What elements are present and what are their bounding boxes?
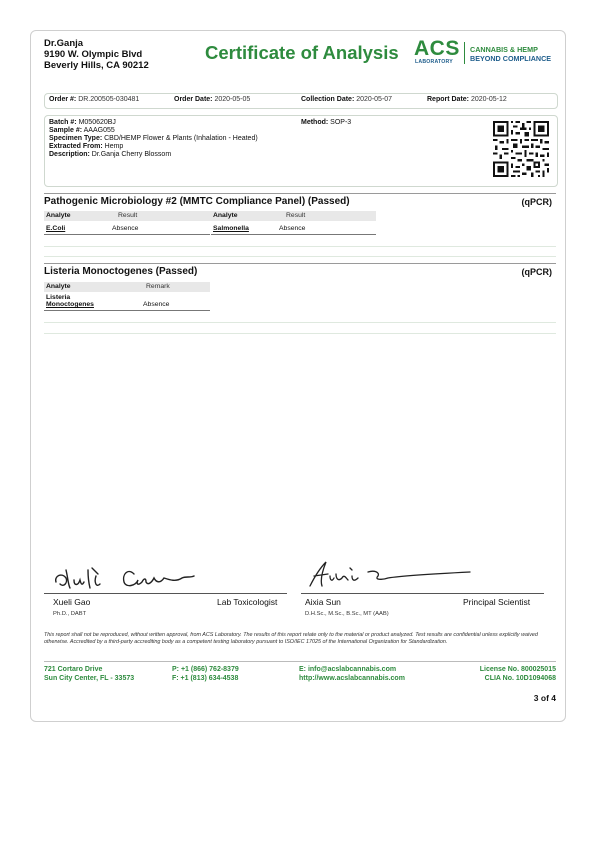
analyte-listeria-line2: Monoctogenes: [46, 301, 94, 308]
logo-tagline-1: CANNABIS & HEMP: [470, 45, 538, 54]
section-divider: [44, 193, 556, 194]
order-date: Order Date: 2020-05-05: [174, 96, 251, 103]
signature-line-right: [301, 593, 544, 594]
row-underline-2: [211, 234, 376, 235]
microbiology-method: (qPCR): [521, 197, 552, 207]
analyte-listeria-line1: Listeria: [46, 294, 71, 301]
signer-left-name: Xueli Gao: [53, 597, 91, 607]
extracted-from: Extracted From: Hemp: [49, 143, 124, 150]
footer-email[interactable]: E: info@acslabcannabis.com: [299, 666, 397, 673]
result-ecoli: Absence: [112, 225, 139, 232]
collection-date: Collection Date: 2020-05-07: [301, 96, 393, 103]
signer-left-title: Lab Toxicologist: [217, 597, 278, 607]
client-address-line1: 9190 W. Olympic Blvd: [44, 49, 143, 60]
logo-divider: [464, 42, 465, 64]
section-rule: [44, 256, 556, 257]
logo-tagline-2: BEYOND COMPLIANCE: [470, 54, 552, 63]
analyte-salmonella: Salmonella: [213, 225, 249, 232]
signer-left-credentials: Ph.D., DABT: [53, 611, 87, 617]
result-listeria: Absence: [143, 301, 170, 308]
listeria-method: (qPCR): [521, 267, 552, 277]
section-rule: [44, 246, 556, 247]
footer-license: [480, 665, 556, 683]
client-address-block: [44, 38, 149, 71]
signature-aixia-sun: [300, 556, 480, 592]
row-underline-1: [44, 234, 210, 235]
result-salmonella: Absence: [279, 225, 306, 232]
signer-right-name: Aixia Sun: [305, 597, 341, 607]
sample-number: Sample #: AAAG055: [49, 127, 115, 134]
col-remark: Remark: [146, 283, 170, 290]
description: Description: Dr.Ganja Cherry Blossom: [49, 151, 172, 158]
signature-xueli-gao: [52, 560, 212, 594]
order-number: Order #: DR.200505-030481: [49, 96, 140, 103]
footer-address-line2: Sun City Center, FL - 33573: [44, 675, 135, 682]
method: Method: SOP-3: [301, 119, 352, 126]
client-address-line2: Beverly Hills, CA 90212: [44, 60, 149, 71]
signer-right-title: Principal Scientist: [463, 597, 531, 607]
footer-phone-number: P: +1 (866) 762-8379: [172, 666, 239, 673]
signer-right-credentials: D.H.Sc., M.Sc., B.Sc., MT (AAB): [305, 611, 389, 617]
section-rule: [44, 333, 556, 334]
col-analyte: Analyte: [46, 283, 71, 290]
listeria-table-header: [44, 282, 210, 292]
col-result-2: Result: [286, 212, 306, 219]
footer-phone: [172, 665, 239, 683]
page-number: 3 of 4: [533, 693, 556, 703]
signature-line-left: [44, 593, 287, 594]
logo-acs-text: ACS: [414, 37, 460, 60]
footer-divider: [44, 661, 556, 662]
analyte-ecoli: E.Coli: [46, 225, 66, 232]
footer-address: [44, 665, 134, 683]
client-name: Dr.Ganja: [44, 38, 84, 49]
section-divider: [44, 263, 556, 264]
listeria-section-title: Listeria Monoctogenes (Passed): [44, 266, 198, 277]
document-title: Certificate of Analysis: [205, 42, 399, 63]
footer-fax-number: F: +1 (813) 634-4538: [172, 675, 239, 682]
footer-website[interactable]: http://www.acslabcannabis.com: [299, 675, 405, 682]
specimen-type: Specimen Type: CBD/HEMP Flower & Plants (Inhalation - Heated): [49, 135, 258, 142]
footer-contact: [299, 665, 405, 683]
footer-license-number: License No. 800025015: [479, 666, 556, 673]
col-result-1: Result: [118, 212, 138, 219]
acs-logo: [414, 37, 554, 66]
col-analyte-2: Analyte: [213, 212, 238, 219]
order-info-bar: [44, 93, 558, 109]
qr-code-icon[interactable]: [493, 121, 549, 177]
col-analyte-1: Analyte: [46, 212, 71, 219]
disclaimer-text: This report shall not be reproduced, without written approval, from ACS Laboratory. The results of this report relate only to the material or product analyzed. Test results are confidential unless explicitly waived otherwise. Accredited by a third-party accrediting body as a competent testing laboratory pursuant to ISO/IEC 17025 of the International Organization for Standardization.: [44, 632, 538, 645]
logo-laboratory-text: LABORATORY: [415, 59, 453, 65]
sample-info-box: [44, 115, 558, 187]
row-underline: [44, 310, 210, 311]
batch-number: Batch #: M050620BJ: [49, 119, 116, 126]
footer-address-line1: 721 Cortaro Drive: [44, 666, 103, 673]
section-rule: [44, 322, 556, 323]
microbiology-table-header: [44, 211, 376, 221]
microbiology-section-title: Pathogenic Microbiology #2 (MMTC Compliance Panel) (Passed): [44, 196, 350, 207]
report-date: Report Date: 2020-05-12: [427, 96, 507, 103]
footer-clia-number: CLIA No. 10D1094068: [484, 675, 556, 682]
